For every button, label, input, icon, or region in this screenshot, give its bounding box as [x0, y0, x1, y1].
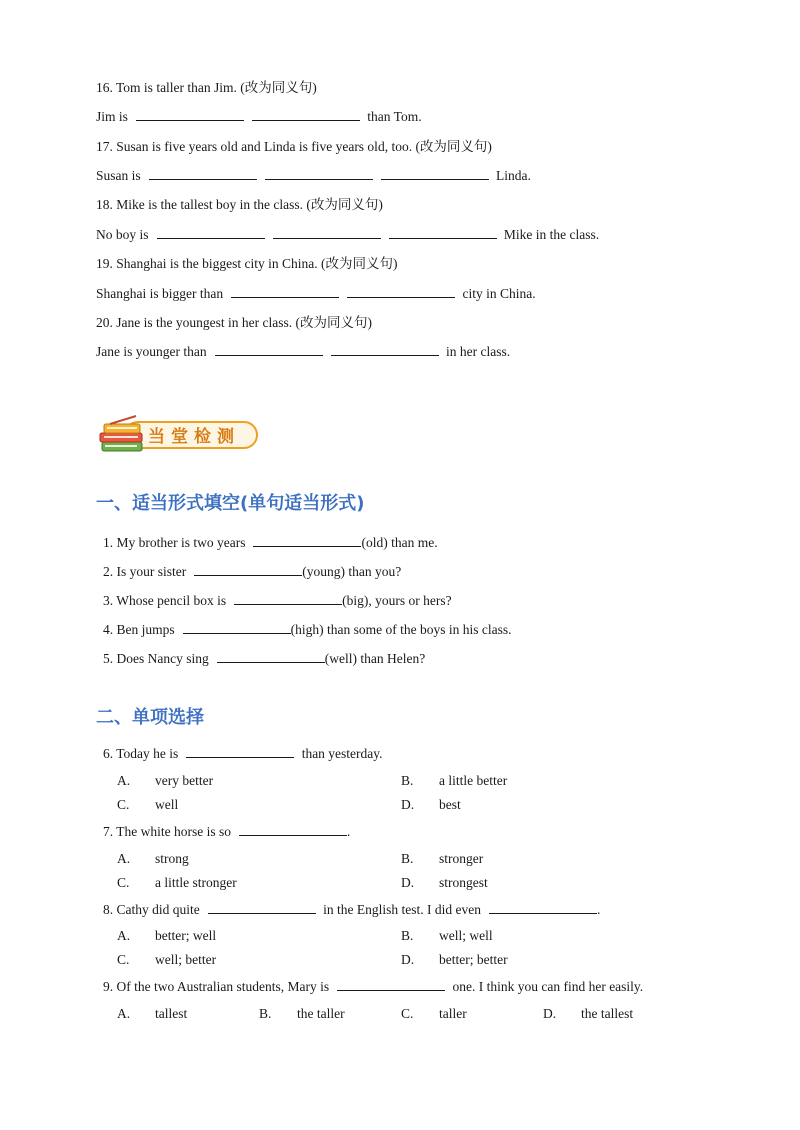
answer-blank[interactable]	[389, 226, 497, 239]
option-6c[interactable]: C. well	[117, 797, 179, 812]
option-8b[interactable]: B. well; well	[401, 928, 493, 943]
answer-blank[interactable]	[215, 343, 323, 356]
option-6b[interactable]: B. a little better	[401, 773, 508, 788]
answer-blank[interactable]	[194, 563, 302, 576]
answer-blank[interactable]	[489, 901, 597, 914]
option-8a[interactable]: A. better; well	[117, 928, 217, 943]
answer-blank[interactable]	[183, 621, 291, 634]
answer-blank[interactable]	[234, 592, 342, 605]
choice-question-7: 7. The white horse is so .	[103, 824, 351, 839]
option-8d[interactable]: D. better; better	[401, 952, 508, 967]
answer-blank[interactable]	[331, 343, 439, 356]
answer-blank[interactable]	[381, 167, 489, 180]
option-7d[interactable]: D. strongest	[401, 875, 488, 890]
question-19: 19. Shanghai is the biggest city in China. (改为同义句)	[96, 256, 398, 271]
answer-blank[interactable]	[208, 901, 316, 914]
section-1-title: 一、适当形式填空(单句适当形式)	[96, 493, 365, 514]
option-7a[interactable]: A. strong	[117, 851, 189, 866]
section-2-title: 二、单项选择	[96, 707, 204, 728]
question-16: 16. Tom is taller than Jim. (改为同义句)	[96, 80, 317, 95]
section-banner	[96, 412, 262, 460]
question-20: 20. Jane is the youngest in her class. (改为同义句)	[96, 315, 372, 330]
answer-blank[interactable]	[239, 823, 347, 836]
books-icon	[96, 412, 152, 460]
fill-item-5: 5. Does Nancy sing (well) than Helen?	[103, 651, 426, 666]
option-8c[interactable]: C. well; better	[117, 952, 217, 967]
option-9b[interactable]: B. the taller	[259, 1006, 345, 1021]
choice-question-6: 6. Today he is than yesterday.	[103, 746, 383, 761]
answer-blank[interactable]	[136, 108, 244, 121]
question-18: 18. Mike is the tallest boy in the class. (改为同义句)	[96, 197, 383, 212]
answer-20: Jane is younger than in her class.	[96, 344, 511, 359]
answer-blank[interactable]	[217, 650, 325, 663]
question-17: 17. Susan is five years old and Linda is five years old, too. (改为同义句)	[96, 139, 492, 154]
answer-blank[interactable]	[231, 285, 339, 298]
answer-19: Shanghai is bigger than city in China.	[96, 286, 536, 301]
answer-blank[interactable]	[252, 108, 360, 121]
answer-blank[interactable]	[186, 745, 294, 758]
answer-16: Jim is than Tom.	[96, 109, 422, 124]
answer-blank[interactable]	[273, 226, 381, 239]
option-9a[interactable]: A. tallest	[117, 1006, 188, 1021]
option-6a[interactable]: A. very better	[117, 773, 214, 788]
fill-item-4: 4. Ben jumps (high) than some of the boys in his class.	[103, 622, 512, 637]
option-7c[interactable]: C. a little stronger	[117, 875, 237, 890]
choice-question-9: 9. Of the two Australian students, Mary is one. I think you can find her easily.	[103, 979, 644, 994]
fill-item-3: 3. Whose pencil box is (big), yours or hers?	[103, 593, 452, 608]
answer-blank[interactable]	[347, 285, 455, 298]
fill-item-2: 2. Is your sister (young) than you?	[103, 564, 402, 579]
option-6d[interactable]: D. best	[401, 797, 461, 812]
answer-blank[interactable]	[337, 978, 445, 991]
answer-17: Susan is Linda.	[96, 168, 531, 183]
option-9c[interactable]: C. taller	[401, 1006, 467, 1021]
fill-item-1: 1. My brother is two years (old) than me.	[103, 535, 438, 550]
answer-blank[interactable]	[265, 167, 373, 180]
option-9d[interactable]: D. the tallest	[543, 1006, 634, 1021]
choice-question-8: 8. Cathy did quite in the English test. I did even .	[103, 902, 601, 917]
answer-18: No boy is Mike in the class.	[96, 227, 600, 242]
answer-blank[interactable]	[157, 226, 265, 239]
option-7b[interactable]: B. stronger	[401, 851, 484, 866]
banner-label: 当堂检测	[148, 427, 240, 447]
answer-blank[interactable]	[253, 534, 361, 547]
answer-blank[interactable]	[149, 167, 257, 180]
